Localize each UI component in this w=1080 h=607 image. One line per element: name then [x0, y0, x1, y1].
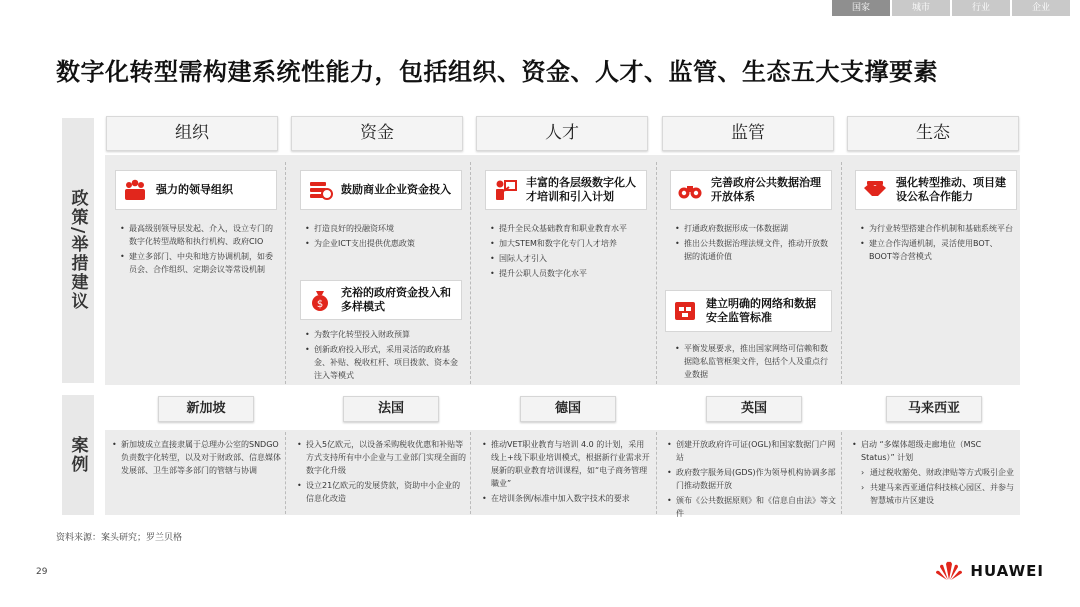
- list-item: • 加大STEM和数字化专门人才培养: [490, 237, 650, 250]
- list-item: • 创建开放政府许可证(OGL)和国家数据门户网站: [667, 438, 837, 464]
- top-nav: [832, 0, 1070, 16]
- column-header-org: 组织: [106, 116, 278, 151]
- column-header-talent: 人才: [476, 116, 648, 151]
- list-item: • 提升公职人员数字化水平: [490, 267, 650, 280]
- tab-industry[interactable]: 行业: [952, 0, 1010, 16]
- list-item: • 投入5亿欧元，以设备采购税收优惠和补贴等方式支持所有中小企业与工业部门实现全面的数字化升级: [297, 438, 467, 477]
- card-fund-commercial: [300, 170, 462, 210]
- list-item: • 新加坡成立直接隶属于总理办公室的SNDGO负责数字化转型，以及对于财政部、信息媒体发展部、卫生部等多部门的管辖与协调: [112, 438, 282, 477]
- huawei-logo: [934, 560, 1044, 582]
- country-france: 法国: [343, 396, 439, 422]
- card-fund-commercial-label: 鼓励商业企业资金投入: [341, 183, 451, 196]
- list-item: • 推动VET职业教育与培训 4.0 的计划，采用线上+线下职业培训模式，根据新行业需求开展新的职业教育培训课程，如“电子商务管理職业”: [482, 438, 652, 490]
- side-label-cases: 案例: [62, 395, 94, 515]
- money-bag-icon: [307, 287, 333, 313]
- list-regulation-data: [675, 222, 835, 265]
- people-icon: [122, 177, 148, 203]
- country-malaysia: 马来西亚: [886, 396, 982, 422]
- page-title: 数字化转型需构建系统性能力，包括组织、资金、人才、监管、生态五大支撑要素: [56, 58, 938, 86]
- teacher-icon: [492, 177, 518, 203]
- country-singapore: 新加坡: [158, 396, 254, 422]
- side-label-policy: 政策/举措建议: [62, 118, 94, 383]
- country-uk: 英国: [706, 396, 802, 422]
- divider: [841, 432, 842, 514]
- case-list-germany: [482, 438, 652, 507]
- card-ecosystem: [855, 170, 1017, 210]
- card-fund-government: [300, 280, 462, 320]
- case-list-france: [297, 438, 467, 507]
- huawei-flower-icon: [934, 560, 964, 582]
- column-header-fund: 资金: [291, 116, 463, 151]
- list-item: • 平衡发展要求，推出国家网络可信赖和数据隐私监管框架文件，包括个人及重点行业数据: [675, 342, 835, 381]
- case-list-singapore: [112, 438, 282, 479]
- svg-text:$: $: [316, 299, 324, 310]
- card-org-label: 强力的领导组织: [156, 183, 233, 196]
- list-item: • 创新政府投入形式，采用灵活的政府基金、补贴、税收杠杆、项目拨款、资本金注入等模式: [305, 343, 465, 382]
- divider: [470, 162, 471, 384]
- tab-enterprise[interactable]: 企业: [1012, 0, 1070, 16]
- list-item: • 设立21亿欧元的发展贷款，资助中小企业的信息化改造: [297, 479, 467, 505]
- list-item: • 启动 “多媒体超级走廊地位（MSC Status）” 计划: [852, 438, 1017, 464]
- divider: [656, 162, 657, 384]
- divider: [470, 432, 471, 514]
- tab-city[interactable]: 城市: [892, 0, 950, 16]
- case-list-uk: [667, 438, 837, 522]
- card-fund-government-label: 充裕的政府资金投入和多样模式: [341, 286, 451, 313]
- list-item: • 颁布《公共数据原则》和《信息自由法》等文件: [667, 494, 837, 520]
- list-item: › 共建马来西亚通信科技核心园区、并参与智慧城市片区建设: [852, 481, 1017, 507]
- list-fund-government: [305, 328, 465, 384]
- tab-country[interactable]: 国家: [832, 0, 890, 16]
- divider: [285, 162, 286, 384]
- logo-wordmark: HUAWEI: [970, 562, 1044, 580]
- handshake-icon: [862, 177, 888, 203]
- list-item: • 最高级别领导层发起、介入，设立专门的数字化转型战略和执行机构、政府CIO: [120, 222, 280, 248]
- list-item: • 为数字化转型投入财政预算: [305, 328, 465, 341]
- divider: [841, 162, 842, 384]
- divider: [285, 432, 286, 514]
- divider: [656, 432, 657, 514]
- case-list-malaysia: [852, 438, 1017, 509]
- card-regulation-security-label: 建立明确的网络和数据安全监管标准: [706, 297, 816, 324]
- binoculars-icon: [677, 177, 703, 203]
- list-item: • 建立多部门、中央和地方协调机制，如委员会、合作组织、定期会议等常设机制: [120, 250, 280, 276]
- list-item: • 政府数字服务局(GDS)作为领导机构协调多部门推动数据开放: [667, 466, 837, 492]
- coins-icon: [307, 177, 333, 203]
- list-item: › 通过税收豁免、财政津贴等方式吸引企业: [852, 466, 1017, 479]
- column-header-ecosystem: 生态: [847, 116, 1019, 151]
- source-note: 资料来源：案头研究；罗兰贝格: [56, 533, 183, 543]
- list-org: [120, 222, 280, 278]
- card-org: [115, 170, 277, 210]
- list-item: • 推出公共数据治理法规文件，推动开放数据的流通价值: [675, 237, 835, 263]
- list-regulation-security: [675, 342, 835, 383]
- list-talent: [490, 222, 650, 282]
- list-item: • 国际人才引入: [490, 252, 650, 265]
- list-fund-commercial: [305, 222, 465, 252]
- card-regulation-security: [665, 290, 832, 332]
- list-item: • 打造良好的投融资环境: [305, 222, 465, 235]
- country-germany: 德国: [520, 396, 616, 422]
- list-item: • 在培训条例/标准中加入数字技术的要求: [482, 492, 652, 505]
- list-item: • 为行业转型搭建合作机制和基础系统平台: [860, 222, 1020, 235]
- column-header-regulation: 监管: [662, 116, 834, 151]
- list-item: • 为企业ICT支出提供优惠政策: [305, 237, 465, 250]
- card-ecosystem-label: 强化转型推动、项目建设公私合作能力: [896, 176, 1006, 203]
- list-item: • 提升全民众基础教育和职业教育水平: [490, 222, 650, 235]
- card-talent: [485, 170, 647, 210]
- network-shield-icon: [672, 298, 698, 324]
- card-regulation-data: [670, 170, 832, 210]
- list-ecosystem: [860, 222, 1020, 265]
- page-number: 29: [36, 567, 48, 577]
- card-talent-label: 丰富的各层级数字化人才培训和引入计划: [526, 176, 636, 203]
- list-item: • 建立合作沟通机制，灵活使用BOT、BOOT等合营模式: [860, 237, 1020, 263]
- card-regulation-data-label: 完善政府公共数据治理开放体系: [711, 176, 821, 203]
- list-item: • 打通政府数据形成一体数据湖: [675, 222, 835, 235]
